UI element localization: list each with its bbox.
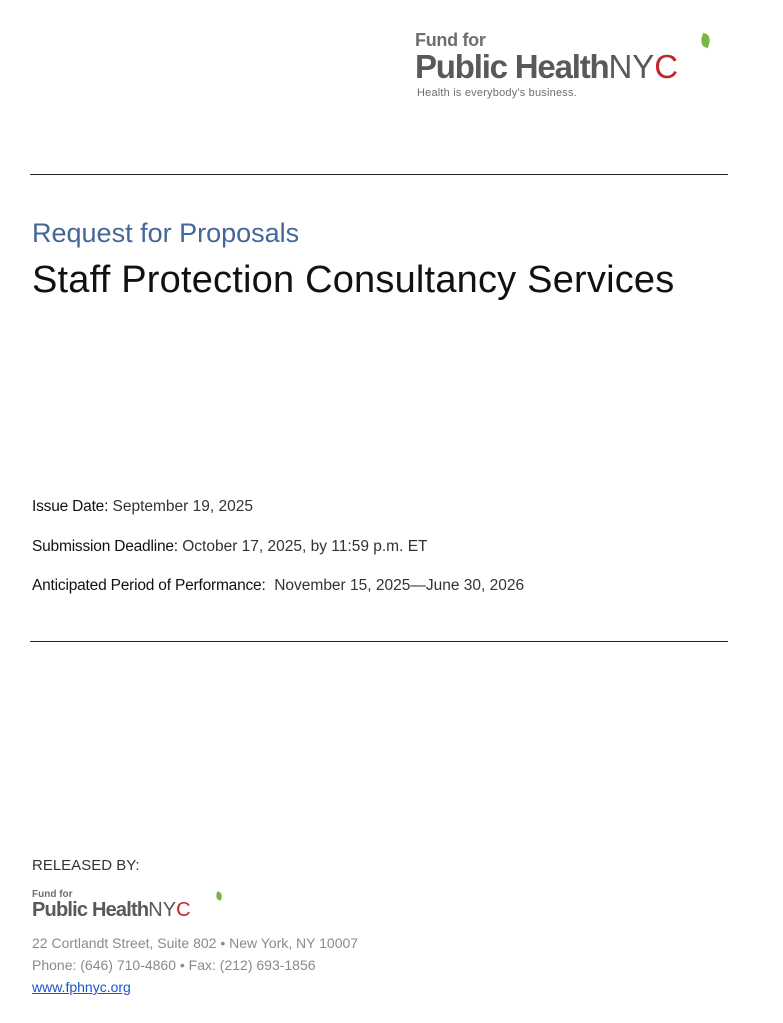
footer-logo-ny: NY xyxy=(148,899,177,921)
logo-c: C xyxy=(654,48,679,85)
phone-fax-line: Phone: (646) 710-4860 • Fax: (212) 693-1856 xyxy=(32,957,316,973)
logo-wordmark xyxy=(415,48,678,86)
footer-logo-wordmark xyxy=(32,899,191,922)
logo-public-health: Public Health xyxy=(415,48,609,85)
deadline-line xyxy=(32,538,428,556)
footer-logo-c: C xyxy=(176,899,191,921)
deadline-label: Submission Deadline: xyxy=(32,538,178,555)
header-logo xyxy=(415,30,715,102)
released-by-label: RELEASED BY: xyxy=(32,857,140,874)
issue-date-label: Issue Date: xyxy=(32,498,109,515)
period-label: Anticipated Period of Performance: xyxy=(32,577,266,594)
period-value: November 15, 2025—June 30, 2026 xyxy=(274,577,525,594)
footer-leaf-icon xyxy=(215,891,223,900)
top-divider xyxy=(30,174,728,175)
website-link[interactable]: www.fphnyc.org xyxy=(32,979,131,995)
bottom-divider xyxy=(30,641,728,642)
leaf-icon xyxy=(699,33,712,48)
logo-fund-for: Fund for xyxy=(415,30,486,50)
footer-logo-fund-for: Fund for xyxy=(32,889,73,900)
logo-tagline: Health is everybody's business. xyxy=(417,87,577,99)
document-title: Staff Protection Consultancy Services xyxy=(32,259,675,301)
address-line: 22 Cortlandt Street, Suite 802 • New York, NY 10007 xyxy=(32,935,359,951)
logo-ny: NY xyxy=(608,48,655,85)
issue-date-line xyxy=(32,498,253,516)
rfp-label: Request for Proposals xyxy=(32,218,300,248)
period-line xyxy=(32,577,524,595)
deadline-value: October 17, 2025, by 11:59 p.m. ET xyxy=(182,538,428,555)
footer-logo xyxy=(32,889,232,925)
footer-logo-public-health: Public Health xyxy=(32,899,149,921)
issue-date-value: September 19, 2025 xyxy=(112,498,253,515)
